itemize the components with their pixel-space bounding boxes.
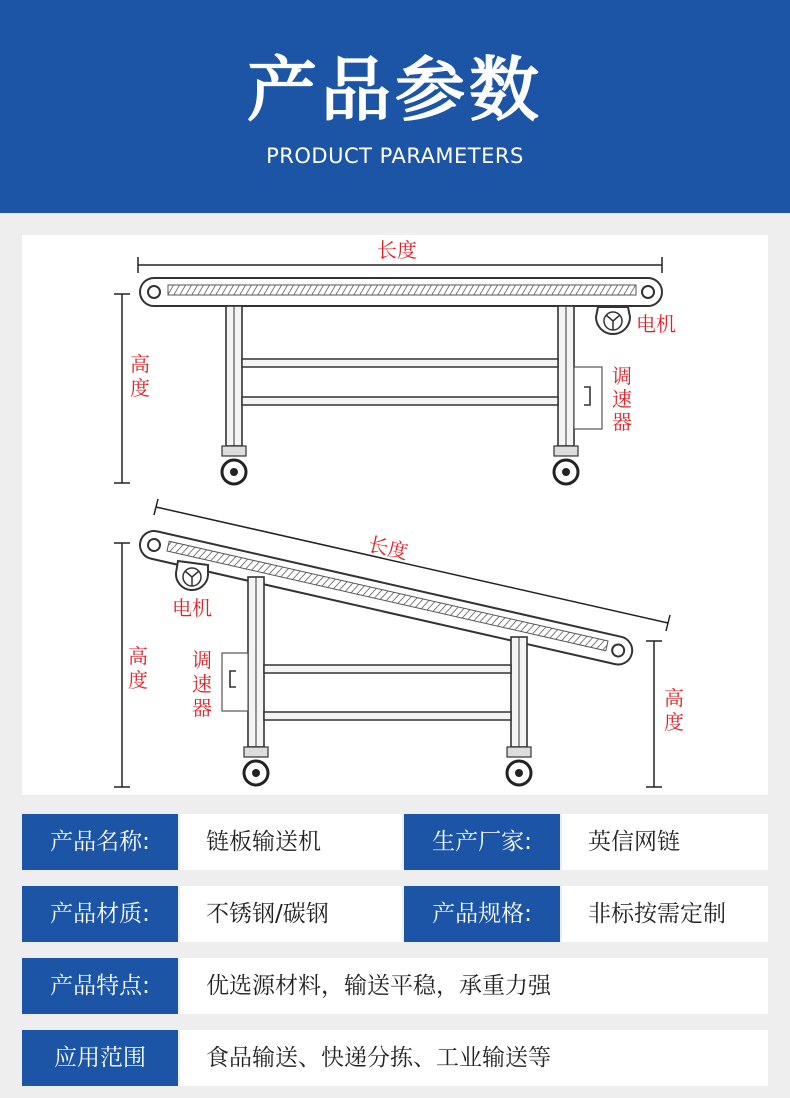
flat-controller-label-1: 调 — [612, 364, 632, 388]
flat-controller-label-2: 速 — [612, 387, 632, 411]
param-row-features — [22, 958, 768, 1014]
incline-height-left-label-1: 高 — [128, 644, 148, 668]
manufacturer-value: 英信网链 — [562, 814, 768, 870]
product-name-value: 链板输送机 — [180, 814, 402, 870]
flat-length-label: 长度 — [377, 238, 417, 262]
flat-conveyor — [114, 237, 676, 484]
application-value: 食品输送、快递分拣、工业输送等 — [180, 1030, 768, 1086]
manufacturer-label: 生产厂家: — [404, 814, 560, 870]
incline-crossbar-upper — [264, 665, 511, 673]
page-subtitle: PRODUCT PARAMETERS — [266, 144, 524, 168]
product-name-label: 产品名称: — [22, 814, 178, 870]
flat-controller-label-3: 器 — [612, 410, 632, 434]
flat-height-label-2: 度 — [130, 376, 150, 400]
conveyor-diagram — [22, 235, 768, 795]
incline-motor — [176, 561, 208, 590]
flat-roller-left — [148, 286, 160, 298]
specification-label: 产品规格: — [404, 886, 560, 942]
param-row-name-maker — [22, 814, 768, 870]
flat-speed-controller — [574, 367, 602, 429]
flat-roller-right — [642, 286, 654, 298]
flat-crossbar-upper — [242, 359, 558, 367]
flat-crossbar-lower — [242, 397, 558, 405]
incline-crossbar-lower — [264, 712, 511, 720]
param-row-application — [22, 1030, 768, 1086]
incline-controller-label-2: 速 — [192, 672, 212, 696]
features-value: 优选源材料，输送平稳，承重力强 — [180, 958, 768, 1014]
flat-motor-label: 电机 — [636, 312, 676, 336]
material-value: 不锈钢/碳钢 — [180, 886, 402, 942]
incline-conveyor — [114, 499, 684, 787]
diagram-panel — [22, 235, 768, 795]
flat-slats — [168, 285, 636, 295]
flat-height-label-1: 高 — [130, 352, 150, 376]
material-label: 产品材质: — [22, 886, 178, 942]
flat-motor — [596, 307, 630, 334]
incline-controller-label-3: 器 — [192, 696, 212, 720]
incline-speed-controller — [222, 653, 248, 711]
features-label: 产品特点: — [22, 958, 178, 1014]
header-banner — [0, 0, 790, 213]
incline-controller-label-1: 调 — [192, 648, 212, 672]
incline-height-right-label-2: 度 — [664, 710, 684, 734]
page-title: 产品参数 — [247, 49, 543, 131]
application-label: 应用范围 — [22, 1030, 178, 1086]
specification-value: 非标按需定制 — [562, 886, 768, 942]
incline-length-label: 长度 — [366, 531, 411, 565]
incline-height-left-label-2: 度 — [128, 668, 148, 692]
incline-height-right-label-1: 高 — [664, 686, 684, 710]
incline-motor-label: 电机 — [172, 596, 212, 620]
param-row-material-spec — [22, 886, 768, 942]
